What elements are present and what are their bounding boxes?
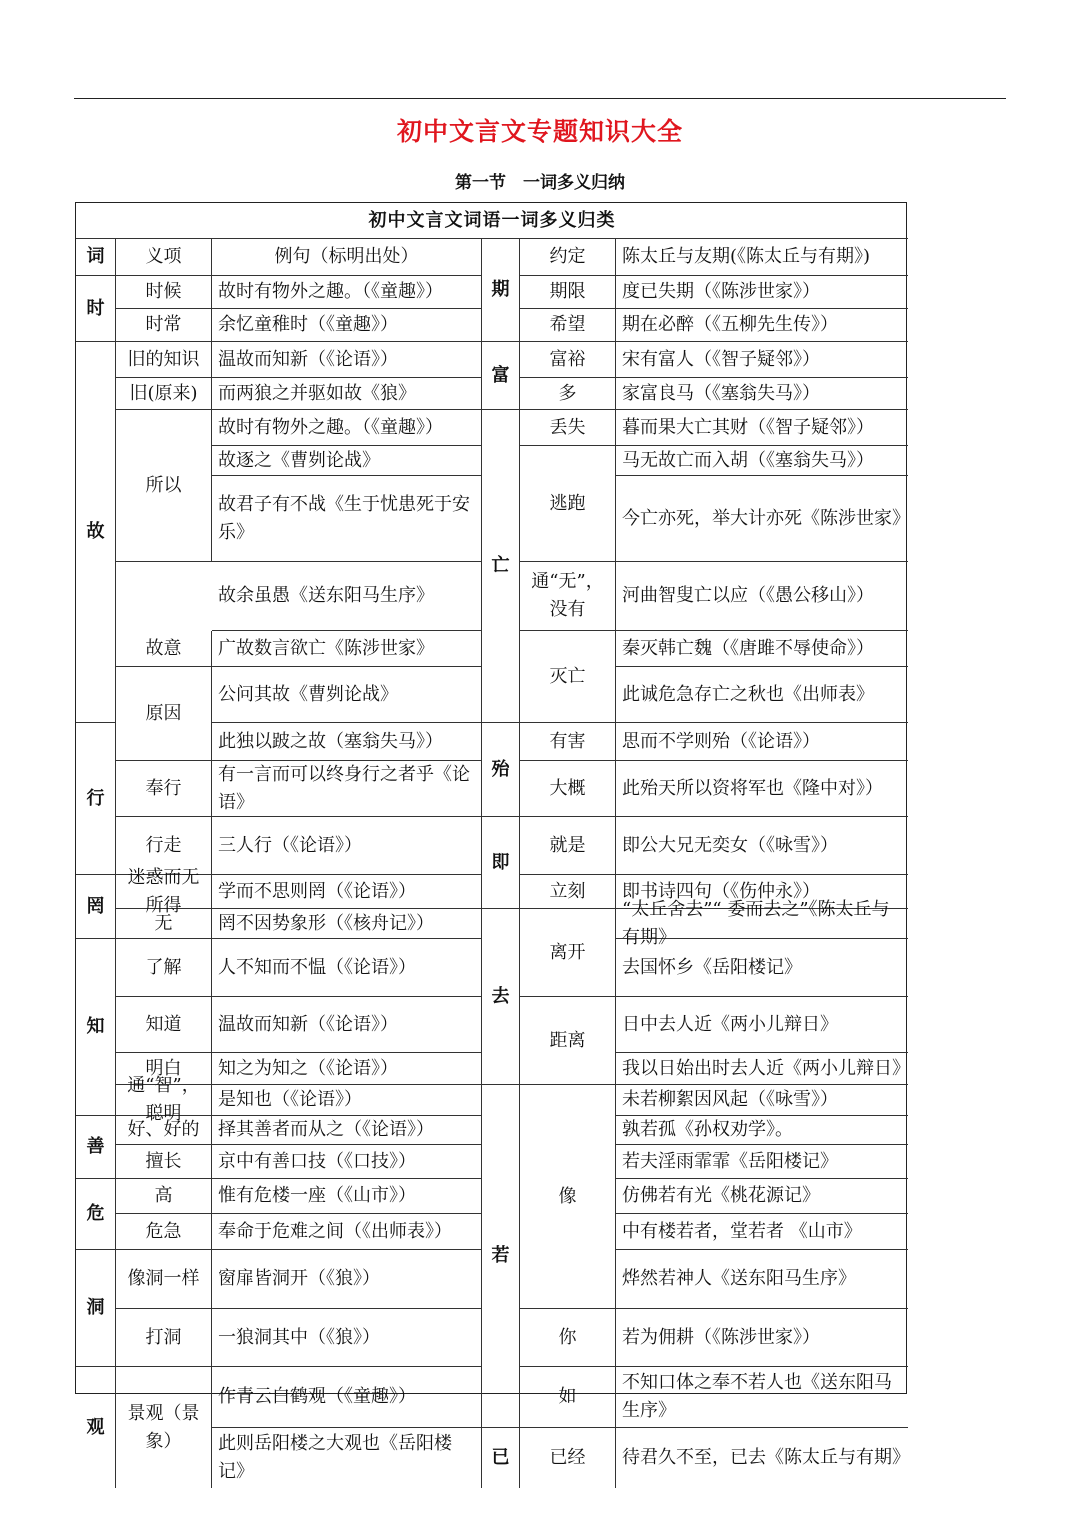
example-cell: 未若柳絮因风起（《咏雪》） xyxy=(616,1085,908,1116)
meaning-cell: 知道 xyxy=(116,997,212,1053)
meaning-cell: 时候 xyxy=(116,276,212,309)
example-cell: 烨然若神人《送东阳马生序》 xyxy=(616,1250,908,1309)
word-cell: 已 xyxy=(482,1428,520,1488)
example-cell: 温故而知新（《论语》） xyxy=(212,997,482,1053)
example-cell: 三人行（《论语》） xyxy=(212,817,482,875)
meaning-cell: 旧(原来) xyxy=(116,378,212,410)
word-cell: 罔 xyxy=(76,875,116,939)
example-cell: 思而不学则殆（《论语》） xyxy=(616,723,908,761)
meaning-cell: 旧的知识 xyxy=(116,342,212,378)
example-cell: 而两狼之并驱如故《狼》 xyxy=(212,378,482,410)
meaning-cell: 距离 xyxy=(520,997,616,1085)
example-cell: 此诚危急存亡之秋也《出师表》 xyxy=(616,667,908,723)
example-cell: 奉命于危难之间（《出师表》） xyxy=(212,1214,482,1250)
example-cell: 知之为知之（《论语》） xyxy=(212,1053,482,1085)
meaning-cell: 故意 xyxy=(116,631,212,667)
meaning-cell: 就是 xyxy=(520,817,616,875)
example-cell: 即公大兄无奕女（《咏雪》） xyxy=(616,817,908,875)
meaning-cell: 明白 xyxy=(116,1053,212,1085)
example-cell: 学而不思则罔（《论语》） xyxy=(212,875,482,909)
meaning-cell: 丢失 xyxy=(520,410,616,446)
example-cell: 罔不因势象形（《核舟记》） xyxy=(212,909,482,939)
section-title: 第一节 一词多义归纳 xyxy=(455,173,625,193)
meaning-cell: 高 xyxy=(116,1179,212,1214)
meaning-cell: 好、好的 xyxy=(116,1116,212,1145)
meaning-cell: 景观（景象） xyxy=(116,1367,212,1488)
example-cell: 温故而知新（《论语》） xyxy=(212,342,482,378)
example-cell: 宋有富人（《智子疑邻》） xyxy=(616,342,908,378)
meaning-cell: 多 xyxy=(520,378,616,410)
header-meaning: 义项 xyxy=(116,239,212,276)
example-cell: 一狼洞其中（《狼》） xyxy=(212,1309,482,1367)
meaning-cell: 危急 xyxy=(116,1214,212,1250)
word-cell: 时 xyxy=(76,276,116,342)
meaning-cell: 奉行 xyxy=(116,761,212,817)
example-cell: 故逐之《曹刿论战》 xyxy=(212,446,482,476)
word-cell: 善 xyxy=(76,1116,116,1179)
document-title: 初中文言文专题知识大全 xyxy=(396,117,683,146)
example-cell: 不知口体之奉不若人也《送东阳马生序》 xyxy=(616,1367,908,1428)
word-cell: 期 xyxy=(482,239,520,342)
example-cell: 此则岳阳楼之大观也《岳阳楼记》 xyxy=(212,1428,482,1488)
meaning-cell: 如 xyxy=(520,1367,616,1428)
word-cell: 洞 xyxy=(76,1250,116,1367)
table-caption: 初中文言文词语一词多义归类 xyxy=(76,203,908,239)
example-cell: 暮而果大亡其财（《智子疑邻》） xyxy=(616,410,908,446)
meaning-cell: 行走 xyxy=(116,817,212,875)
example-cell: 若为佣耕（《陈涉世家》） xyxy=(616,1309,908,1367)
word-cell: 即 xyxy=(482,817,520,909)
example-cell: 余忆童稚时（《童趣》） xyxy=(212,309,482,342)
example-cell: 有一言而可以终身行之者乎《论语》 xyxy=(212,761,482,817)
meaning-cell: 原因 xyxy=(116,667,212,761)
example-cell: 陈太丘与友期(《陈太丘与有期》) xyxy=(616,239,908,276)
example-cell: 广故数言欲亡《陈涉世家》 xyxy=(212,631,482,667)
meaning-cell: 灭亡 xyxy=(520,631,616,723)
meaning-cell: 像洞一样 xyxy=(116,1250,212,1309)
meaning-cell: 希望 xyxy=(520,309,616,342)
example-cell: “太丘舍去”“ 委而去之”《陈太丘与有期》 xyxy=(616,909,908,939)
word-cell: 去 xyxy=(482,909,520,1085)
meaning-cell: 无 xyxy=(116,909,212,939)
example-cell: 惟有危楼一座（《山市》） xyxy=(212,1179,482,1214)
meaning-cell: 迷惑而无所得 xyxy=(116,875,212,909)
example-cell: 故君子有不战《生于忧患死于安乐》 xyxy=(212,476,482,562)
meaning-cell: 大概 xyxy=(520,761,616,817)
example-cell: 孰若孤《孙权劝学》。 xyxy=(616,1116,908,1145)
example-cell: 人不知而不愠（《论语》） xyxy=(212,939,482,997)
example-cell: 期在必醉（《五柳先生传》） xyxy=(616,309,908,342)
meaning-cell: 已经 xyxy=(520,1428,616,1488)
example-cell: 河曲智叟亡以应（《愚公移山》） xyxy=(616,562,908,631)
meaning-cell: 时常 xyxy=(116,309,212,342)
example-cell: 即书诗四句（《伤仲永》） xyxy=(616,875,908,909)
example-cell: 待君久不至，已去《陈太丘与有期》 xyxy=(622,1447,910,1468)
example-cell: 公问其故《曹刿论战》 xyxy=(212,667,482,723)
word-cell: 观 xyxy=(76,1367,116,1488)
example-cell: 我以日始出时去人近《两小儿辩日》 xyxy=(616,1053,908,1085)
example-cell: 京中有善口技（《口技》） xyxy=(212,1145,482,1179)
meaning-cell: 通“智”，聪明 xyxy=(116,1085,212,1116)
meaning-cell: 离开 xyxy=(520,909,616,997)
header-word: 词 xyxy=(76,239,116,276)
example-cell: 是知也（《论语》） xyxy=(212,1085,482,1116)
example-cell: 此独以跛之故（塞翁失马》） xyxy=(212,723,482,761)
word-cell: 富 xyxy=(482,342,520,410)
word-cell: 知 xyxy=(76,939,116,1116)
meaning-cell: 你 xyxy=(520,1309,616,1367)
meaning-cell: 擅长 xyxy=(116,1145,212,1179)
example-cell: 家富良马（《塞翁失马》） xyxy=(616,378,908,410)
meaning-cell: 所以 xyxy=(116,410,212,562)
example-cell: 故时有物外之趣。（《童趣》） xyxy=(212,410,482,446)
meaning-cell: 通“无”，没有 xyxy=(520,562,616,631)
meaning-cell: 像 xyxy=(520,1085,616,1309)
meaning-cell: 有害 xyxy=(520,723,616,761)
word-cell: 殆 xyxy=(482,723,520,817)
meaning-cell: 立刻 xyxy=(520,875,616,909)
word-cell: 故 xyxy=(76,342,116,723)
example-cell: 秦灭韩亡魏（《唐雎不辱使命》） xyxy=(616,631,908,667)
meaning-cell: 了解 xyxy=(116,939,212,997)
header-rule xyxy=(74,98,1006,99)
example-cell: 此殆天所以资将军也《隆中对》） xyxy=(616,761,908,817)
example-cell: 作青云白鹤观（《童趣》） xyxy=(212,1367,482,1428)
example-cell: 去国怀乡《岳阳楼记》 xyxy=(616,939,908,997)
example-cell: 故时有物外之趣。（《童趣》） xyxy=(212,276,482,309)
meaning-cell: 富裕 xyxy=(520,342,616,378)
meaning-cell: 逃跑 xyxy=(520,446,616,562)
polysemy-table xyxy=(75,202,910,1482)
example-cell: 仿佛若有光《桃花源记》 xyxy=(616,1179,908,1214)
example-cell: 中有楼若者，堂若者 《山市》 xyxy=(616,1214,908,1250)
word-cell: 行 xyxy=(76,723,116,875)
example-cell: 若夫淫雨霏霏《岳阳楼记》 xyxy=(616,1145,908,1179)
word-cell: 亡 xyxy=(482,410,520,723)
example-cell: 故余虽愚《送东阳马生序》 xyxy=(212,562,482,631)
word-cell: 若 xyxy=(482,1085,520,1428)
example-cell: 度已失期（《陈涉世家》） xyxy=(616,276,908,309)
example-cell: 马无故亡而入胡（《塞翁失马》） xyxy=(616,446,908,476)
example-cell: 窗扉皆洞开（《狼》） xyxy=(212,1250,482,1309)
meaning-cell: 约定 xyxy=(520,239,616,276)
word-cell: 危 xyxy=(76,1179,116,1250)
example-cell: 择其善者而从之（《论语》） xyxy=(212,1116,482,1145)
meaning-cell: 打洞 xyxy=(116,1309,212,1367)
header-example: 例句（标明出处） xyxy=(212,239,482,276)
example-cell: 日中去人近《两小儿辩日》 xyxy=(616,997,908,1053)
meaning-cell: 期限 xyxy=(520,276,616,309)
example-cell: 今亡亦死，举大计亦死《陈涉世家》 xyxy=(616,476,908,562)
